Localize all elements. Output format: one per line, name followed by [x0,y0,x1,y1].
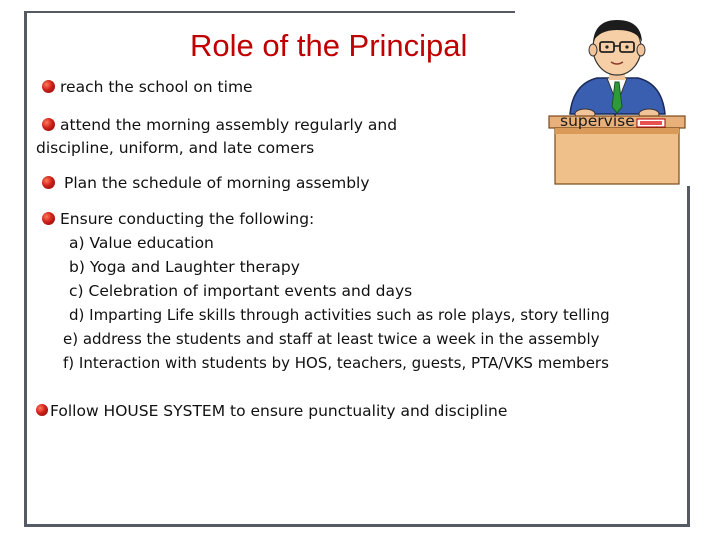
bullet-ball-icon [42,118,55,131]
bullet-5-text: Follow HOUSE SYSTEM to ensure punctuality and discipline [50,402,508,420]
bullet-4-text: Ensure conducting the following: [60,210,315,228]
bullet-ball-icon [42,80,55,93]
bullet-ball-icon [42,212,55,225]
subitem-c: c) Celebration of important events and days [69,282,413,300]
slide-title: Role of the Principal [190,28,468,63]
bullet-3-text: Plan the schedule of morning assembly [64,174,370,192]
subitem-f: f) Interaction with students by HOS, teachers, guests, PTA/VKS members [63,354,609,372]
bullet-2-text-line1: attend the morning assembly regularly and [60,116,398,134]
principal-at-desk-illustration [545,12,690,185]
bullet-1-text: reach the school on time [60,78,253,96]
subitem-a: a) Value education [69,234,214,252]
subitem-e: e) address the students and staff at least twice a week in the assembly [63,330,600,348]
subitem-b: b) Yoga and Laughter therapy [69,258,300,276]
bullet-ball-icon [36,404,48,416]
bullet-ball-icon [42,176,55,189]
subitem-d: d) Imparting Life skills through activities such as role plays, story telling [69,306,610,324]
supervise-label: supervise [560,112,635,130]
bullet-2-text-line2: discipline, uniform, and late comers [36,139,315,157]
